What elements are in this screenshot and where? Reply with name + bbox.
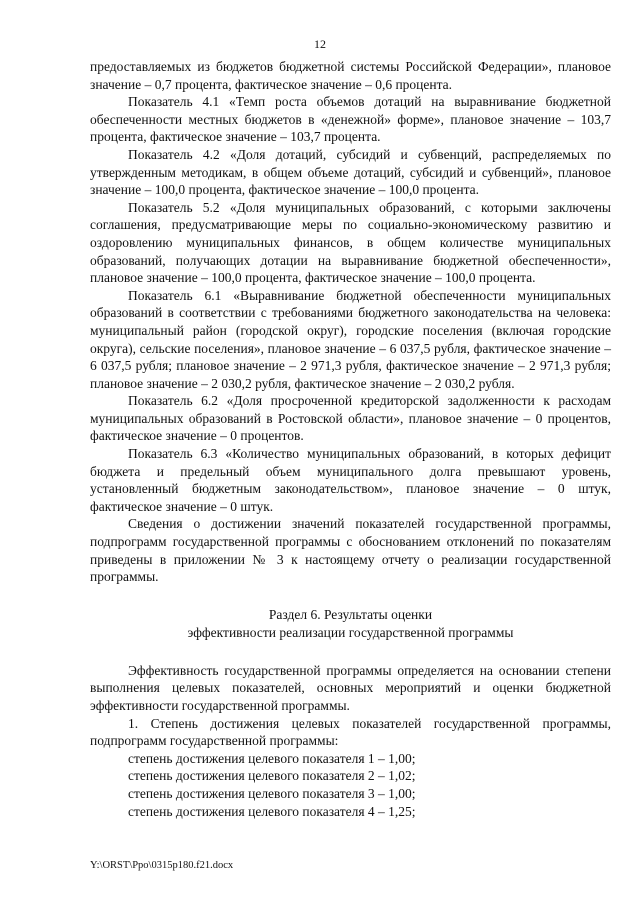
paragraph-continuation: предоставляемых из бюджетов бюджетной системы Российской Федерации», плановое значение – 0,7 процента, фактическое значение – 0,6 процента. <box>90 59 611 92</box>
paragraph-effectiveness: Эффективность государственной программы определяется на основании степени выполнения целевых показателей, основных мероприятий и оценки бюджетной эффективности государственной программы. <box>90 662 611 713</box>
paragraph-indicator-6-3: Показатель 6.3 «Количество муниципальных образований, в которых дефицит бюджета и предельный объем муниципального долга превышают уровень, установленный бюджетным законодательством», плановое значение – 0 штук, фактическое значение – 0 штук. <box>90 446 611 514</box>
section-subtitle: эффективности реализации государственной программы <box>187 624 514 640</box>
paragraph-degree-intro: 1. Степень достижения целевых показателей государственной программы, подпрограмм государственной программы: <box>90 715 611 749</box>
paragraph-indicator-6-1: Показатель 6.1 «Выравнивание бюджетной обеспеченности муниципальных образований в соответствии с требованиями бюджетного законодательства на человека: муниципальный район (городской округ), городские поселения (включая городские округа), сельские поселения», плановое значение – 6 037,5 рубля, фактическое значение – 6 037,5 рубля; плановое значение – 2 971,3 рубля, фактическое значение – 2 971,3 рубля; плановое значение – 2 030,2 рубля, фактическое значение – 2 030,2 рубля. <box>90 287 611 391</box>
paragraph-indicator-6-2: Показатель 6.2 «Доля просроченной кредиторской задолженности к расходам муниципальных образований в Ростовской области», плановое значение – 0 процентов, фактическое значение – 0 процентов. <box>90 393 611 444</box>
section-title: Раздел 6. Результаты оценки <box>268 606 433 622</box>
section-heading <box>90 606 611 642</box>
paragraph-indicator-4-1: Показатель 4.1 «Темп роста объемов дотаций на выравнивание бюджетной обеспеченности местных бюджетов в «денежной» форме», плановое значение – 103,7 процента, фактическое значение – 103,7 процента. <box>90 94 611 145</box>
list-item: степень достижения целевого показателя 2 – 1,02; <box>128 768 416 784</box>
list-item: степень достижения целевого показателя 3 – 1,00; <box>128 785 416 801</box>
footer-file-path: Y:\ORST\Ppo\0315p180.f21.docx <box>90 860 234 871</box>
list-item: степень достижения целевого показателя 4 – 1,25; <box>128 803 416 819</box>
page-number: 12 <box>314 37 326 51</box>
list-item: степень достижения целевого показателя 1 – 1,00; <box>128 750 416 766</box>
document-body <box>90 58 611 820</box>
paragraph-appendix-reference: Сведения о достижении значений показателей государственной программы, подпрограмм государственной программы с обоснованием отклонений по показателям приведены в приложении № 3 к настоящему отчету о реализации государственной программы. <box>90 516 611 585</box>
paragraph-indicator-5-2: Показатель 5.2 «Доля муниципальных образований, с которыми заключены соглашения, предусматривающие меры по социально-экономическому развитию и оздоровлению муниципальных финансов, в общем количестве муниципальных образований, получающих дотации на выравнивание бюджетной обеспеченности», плановое значение – 100,0 процента, фактическое значение – 100,0 процента. <box>90 199 611 286</box>
paragraph-indicator-4-2: Показатель 4.2 «Доля дотаций, субсидий и субвенций, распределяемых по утвержденным методикам, в общем объеме дотаций, субсидий и субвенций», плановое значение – 100,0 процента, фактическое значение – 100,0 процента. <box>90 146 611 198</box>
